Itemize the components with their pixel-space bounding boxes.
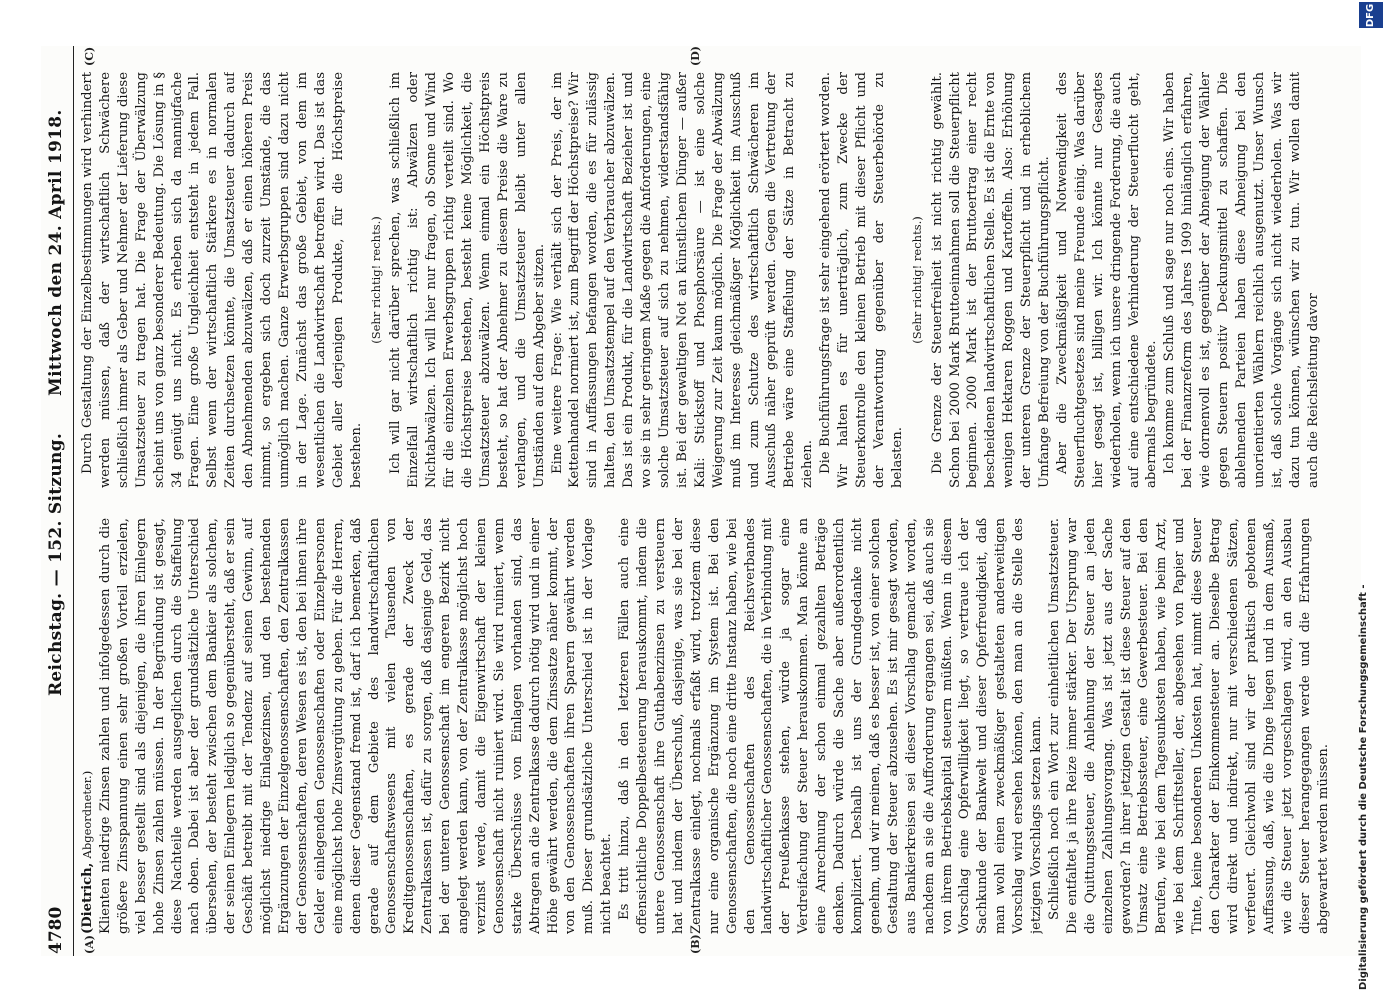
paragraph: Aber die Zweckmäßigkeit und Notwendigkeit des Steuerfluchtgesetzes sind meine Freunde einig. Was darüber hier gesagt ist, billigen wir. Ich könnte nur Gesagtes wiederholen, wenn ich unsere dringende Forderung, die auch auf eine entschiedene Verhinderung der Steuerflucht geht, abermals begründete. (1054, 72, 1160, 488)
interjection: (Sehr richtig! rechts.) (368, 216, 383, 344)
digitization-credit: Digitalisierung gefördert durch die Deutsche Forschungsgemeinschaft - (1358, 584, 1369, 990)
paragraph: Eine weitere Frage: Wie verhält sich der Preis, der im Kettenhandel normiert ist, zum Begriff der Höchstpreise? Wir sind in Auffassungen befangen worden, die es für zulässig halten, den Umsatzstempel auf den Verbraucher abzuwälzen. Das ist ein Produkt, für die Landwirtschaft Bezieher ist und wo sie in sehr geringem Maße gegen die Anforderungen, eine solche Umsatzsteuer auf sich zu nehmen, widerstandsfähig ist. Bei der gewaltigen Not an künstlichem Dünger — außer Kali: Stickstoff und Phosphorsäure — ist eine solche Weigerung zur Zeit kaum möglich. Die Frage der Abwälzung muß im Interesse gleichmäßiger Möglichkeit im Ausschuß und zum Schutze des wirtschaftlich Schwächeren im Ausschuß näher geprüft werden. Gegen die Vertretung der Betriebe wäre eine Staffelung der Sätze in Betracht zu ziehen. (549, 72, 816, 488)
rotated-newspaper-page (41, 46, 1361, 956)
interjection: (Sehr richtig! rechts.) (909, 216, 924, 344)
margin-marker-c: (C) (83, 46, 96, 66)
margin-marker-d: (D) (689, 46, 702, 66)
dfg-logo (1359, 2, 1383, 28)
paragraph: Durch Gestaltung der Einzelbestimmungen wird verhindert werden müssen, daß der wirtschaftlich Schwächere schließlich immer als Geber und Nehmer der Lieferung diese Umsatzsteuer zu tragen hat. Die Frage der Überwälzung scheint uns von ganz besonderer Bedeutung. Die Lösung in § 34 genügt uns nicht. Es erheben sich da mannigfache Fragen. Eine große Ungleichheit entsteht in jedem Fall. Selbst wenn der wirtschaftlich Stärkere es in normalen Zeiten durchsetzen könnte, die Umsatzsteuer dadurch auf den Abnehmenden abzuwälzen, daß er einen höheren Preis nimmt, so ergeben sich doch zurzeit Umstände, die das unmöglich machen. Ganze Erwerbsgruppen sind dazu nicht in der Lage. Zunächst das große Gebiet, von dem im wesentlichen die Landwirtschaft betroffen wird. Das ist das Gebiet aller derjenigen Produkte, für die Höchstpreise bestehen. (80, 72, 364, 488)
page-header (41, 46, 74, 956)
paragraph: Ich komme zum Schluß und sage nur noch eins. Wir haben bei der Finanzreform des Jahres 1909 hinlänglich erfahren, wie dornenvoll es ist, gegenüber der Abneigung der Wähler gegen Steuern positiv Deckungsmittel zu schaffen. Die ablehnenden Parteien haben diese Abneigung bei den unorientierten Wählern reichlich ausgenutzt. Unser Wunsch ist, daß solche Vorgänge sich nicht wiederholen. Was wir dazu tun können, wünschen wir zu tun. Wir wollen damit auch die Reichsleitung davor (1162, 72, 1321, 488)
paragraph: Es tritt hinzu, daß in den letzteren Fällen auch eine offensichtliche Doppelbesteuerung herauskommt, indem die untere Genossenschaft ihre Guthabenzinsen zu versteuern hat und indem der Überschuß, dasjenige, was sie bei der Zentralkasse einlegt, nochmals erfaßt wird, trotzdem diese nur eine organische Ergänzung im System ist. Bei den Genossenschaften, die noch eine dritte Instanz haben, wie bei den Genossenschaften des Reichsverbandes landwirtschaftlicher Genossenschaften, die in Verbindung mit der Preußenkasse stehen, würde ja sogar eine Verdreifachung der Steuer herauskommen. Man könnte an eine Anrechnung der schon einmal gezahlten Beträge denken. Dadurch würde die Sache aber außerordentlich kompliziert. Deshalb ist uns der Grundgedanke nicht genehm, und wir meinen, daß es besser ist, von einer solchen Gestaltung der Steuer abzusehen. Es ist mir gesagt worden, aus Bankierkreisen sei dieser Vorschlag gemacht worden, nachdem an sie die Aufforderung ergangen sei, daß auch sie von ihrem Betriebskapital steuern müßten. Wenn in diesem Vorschlag eine Opferwilligkeit liegt, so vertraue ich der Sachkunde der Bankwelt und dieser Opferfreudigkeit, daß man wohl einen zweckmäßiger gestalteten anderweitigen Vorschlag wird ersehen können, den man an die Stelle des jetzigen Vorschlags setzen kann. (617, 518, 1045, 934)
margin-marker-a: (A) (83, 935, 96, 954)
dfg-logo-text: DFG (1365, 3, 1377, 27)
paragraph: Klienten niedrige Zinsen zahlen und infolgedessen durch die größere Zinsspannung einen sehr großen Vorteil erzielen, viel besser gestellt sind als diejenigen, die ihren Einlegern hohe Zinsen zahlen müssen. In der Begründung ist gesagt, diese Nachteile werden ausgeglichen durch die Staffelung nach oben. Dabei ist aber der grundsätzliche Unterschied übersehen, der besteht zwischen dem Bankier als solchem, der seinen Einlegern lediglich so gegenübersteht, daß er sein Geschäft betreibt mit der Tendenz auf seinen Gewinn, auf möglichst niedrige Einlagezinsen, und den bestehenden Ergänzungen der Einzelgenossenschaften, den Zentralkassen der Genossenschaften, deren Wesen es ist, den bei ihnen ihre Gelder einlegenden Genossenschaften oder Einzelpersonen eine möglichst hohe Zinsvergütung zu geben. Für die Herren, denen dieser Gegenstand fremd ist, darf ich bemerken, daß gerade auf dem Gebiete des landwirtschaftlichen Genossenschaftswesens mit vielen Tausenden von Kreditgenossenschaften, es gerade der Zweck der Zentralkassen ist, dafür zu sorgen, daß dasjenige Geld, das bei der unteren Genossenschaft im engeren Bezirk nicht angelegt werden kann, von der Zentralkasse möglichst hoch verzinst werde, damit die Eigenwirtschaft der kleinen Genossenschaft nicht ruiniert wird. Sie wird ruiniert, wenn starke Überschüsse von Einlagen vorhanden sind, das Abtragen an die Zentralkasse dadurch nötig wird und in einer Höhe gewährt werden, die dem Zinssatze näher kommt, der von den Genossenschaften ihren Sparern gewährt werden muß. Dieser grundsätzliche Unterschied ist in der Vorlage nicht beachtet. (97, 518, 615, 934)
left-column (79, 518, 1354, 934)
right-column (79, 72, 1354, 488)
speaker-role: Abgeordneter.) (80, 770, 94, 859)
paragraph: Schließlich noch ein Wort zur einheitlichen Umsatzsteuer. Die entfaltet ja ihre Reize immer stärker. Der Ursprung war die Quittungssteuer, die Anlehnung der Steuer an jeden einzelnen Zahlungsvorgang. Was ist jetzt aus der Sache geworden? In ihrer jetzigen Gestalt ist diese Steuer auf den Umsatz eine Betriebssteuer, eine Gewerbesteuer. Bei den Berufen, wie bei dem Tagesunkosten haben, wie beim Arzt, wie bei dem Schriftsteller, der, abgesehen von Papier und Tinte, keine besonderen Unkosten hat, nimmt diese Steuer den Charakter der Einkommensteuer an. Dieselbe Betrag wird direkt und indirekt, nur mit verschiedenen Sätzen, verfeuert. Gleichwohl sind wir der praktisch gebotenen Auffassung, daß, wie die Dinge liegen und in dem Ausmaß, wie die Steuer jetzt vorgeschlagen wird, an den Ausbau dieser Steuer herangegangen werde und die Erfahrungen abgewartet werden müssen. (1046, 518, 1331, 934)
paragraph: Die Buchführungsfrage ist sehr eingehend erörtert worden. Wir halten es für unerträglich, zum Zwecke der Steuerkontrolle den kleinen Betrieb mit dieser Pflicht und der Verantwortung gegenüber der Steuerbehörde zu belasten. (818, 72, 905, 488)
speaker-name: (Dietrich, (80, 862, 95, 934)
session-date: Mittwoch den 24. April 1918. (46, 109, 66, 396)
session-title: Reichstag. — 152. Sitzung. (46, 432, 66, 696)
page-number: 4780 (46, 906, 66, 954)
margin-marker-b: (B) (689, 934, 702, 954)
speaker-line (79, 518, 97, 934)
paragraph: Die Grenze der Steuerfreiheit ist nicht richtig gewählt. Schon bei 2000 Mark Bruttoeinnahmen soll die Steuerpflicht beginnen. 2000 Mark ist der Bruttoertrag einer recht bescheidenen landwirtschaftlichen Stelle. Es ist die Ernte von wenigen Hektaren Roggen und Kartoffeln. Also: Erhöhung der unteren Grenze der Steuerpflicht und in erheblichem Umfange Befreiung von der Buchführungspflicht. (929, 72, 1053, 488)
paragraph: Ich will gar nicht darüber sprechen, was schließlich im Einzelfall wirtschaftlich richtig ist: Abwälzen oder Nichtabwälzen. Ich will hier nur fragen, ob Sonne und Wind für die einzelnen Erwerbsgruppen richtig verteilt sind. Wo die Höchstpreise bestehen, besteht keine Möglichkeit, die Umsatzsteuer abzuwälzen. Wenn einmal ein Höchstpreis besteht, so hat der Abnehmer zu diesem Preise die Ware zu verlangen, und die Umsatzsteuer bleibt unter allen Umständen auf dem Abgeber sitzen. (388, 72, 547, 488)
